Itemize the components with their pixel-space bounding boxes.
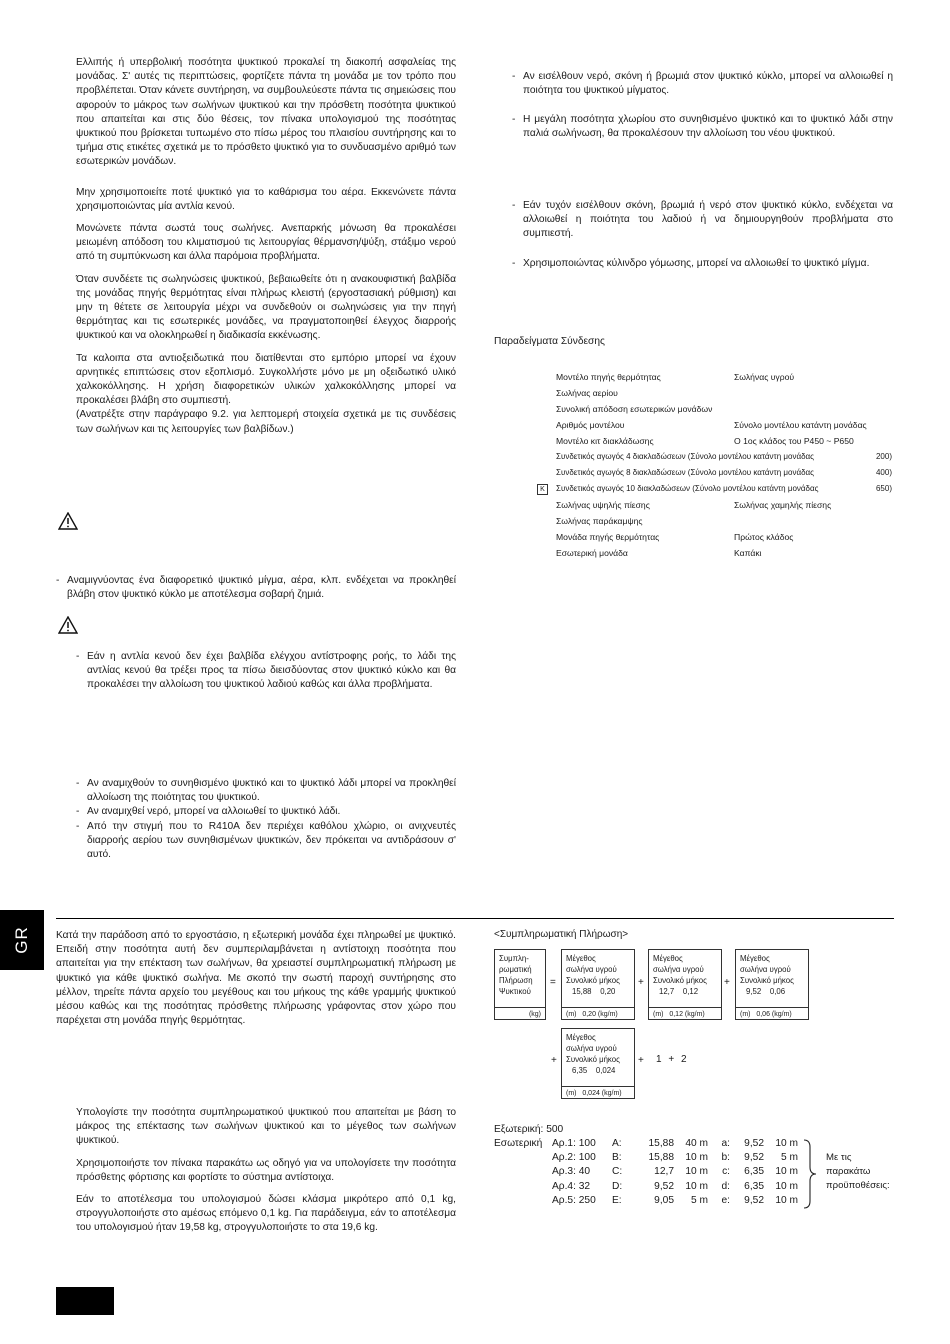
legend-row: Σωλήνας αερίου bbox=[556, 388, 618, 398]
bullet-water: - Αν αναμιχθεί νερό, μπορεί να αλλοιωθεί το ψυκτικό λάδι. bbox=[76, 805, 456, 819]
table-guide-paragraph: Χρησιμοποιήστε τον πίνακα παρακάτω ως οδηγό για να υπολογίσετε την ποσότητα πρόσθετης φόρτισης και φορτίστε το σύστημα αντίστοιχα. bbox=[76, 1157, 456, 1183]
brazing-paragraph: Τα καλοιπα στα αντιοξειδωτικά που διατίθενται στο εμπόριο μπορεί να έχουν αρνητικές επιπτώσεις στον εξοπλισμό. Συγκολλήστε μόνο με μη οξειδωτικό υλικό χαλκοκόλλησης. Η χρήση διαφορετικών υλικών χαλκοκόλλησης μπορεί να προκαλέσει βλάβη στο συμπιεστή. bbox=[76, 352, 456, 407]
rounding-paragraph: Εάν το αποτέλεσμα του υπολογισμού δώσει κλάσμα μικρότερο από 0,1 kg, στρογγυλοποιήστε στο αμέσως επόμενο 0,1 kg. Για παράδειγμα, εάν το αποτέλεσμα του υπολογισμού ήταν 19,58 kg, στρογγυλοποιήστε το στα 19,6 kg. bbox=[76, 1194, 456, 1234]
liquid-pipe-box-9-52: Μέγεθος σωλήνα υγρού Συνολικό μήκος 9,52 0,06 (m) 0,06 (kg/m) bbox=[735, 949, 809, 1020]
legend-row: K Συνδετικός αγωγός 10 διακλαδώσεων (Σύνολο μοντέλου κατάντη μονάδας 650) bbox=[556, 481, 896, 497]
indoor-units-table bbox=[552, 1137, 798, 1208]
insulation-paragraph: Μονώνετε πάντα σωστά τους σωλήνες. Ανεπαρκής μόνωση θα προκαλέσει μειωμένη απόδοση του κλιματισμού τις λειτουργίας θέρμανση/ψύξη, στάξιμο νερού από τη συμπύκνωση και άλλα παρόμοια προβλήματα. bbox=[76, 223, 456, 263]
legend-row: Μοντέλο κιτ διακλάδωσης Ο 1ος κλάδος του P450 ~ P650 bbox=[556, 436, 854, 446]
refrigerant-amount-paragraph: Ελλιπής ή υπερβολική ποσότητα ψυκτικού προκαλεί τη διακοπή ασφαλείας της μονάδας. Σ' αυτές τις περιπτώσεις, φορτίζετε πάντα τη μονάδα με τον τρόπο που προβλέπεται. Όταν κάνετε συντήρηση, να συμβουλεύεστε πάντα τις σημειώσεις που αφορούν το μάκρος των σωλήνων ψυκτικού και την πρόσθετη ποσότητα ψυκτικού που απαιτείται και στις δύο θέσεις, τον πίνακα υπολογισμού της ποσότητας ψυκτικού που βρίσκεται τυπωμένο στο πίσω μέρος του πλαισίου συντήρησης και το τμήμα στις ετικέτες σχετικά με το πρόσθετο ψυκτικό για το συνδυασμένο αριθμό των εσωτερικών μονάδων. bbox=[76, 57, 456, 168]
relief-valve-paragraph: Όταν συνδέετε τις σωληνώσεις ψυκτικού, βεβαιωθείτε ότι η ανακουφιστική βαλβίδα της μονάδας πηγής θερμότητας είναι πλήρως κλειστή (εργοστασιακή ρύθμιση) και μην τη θέτετε σε λειτουργία μέχρι να συνδεθούν οι σωληνώσεις για την πηγή θερμότητας και τις εσωτερικές μονάδες, να πραγματοποιηθεί έλεγχος διαρροής ψυκτικού και να ολοκληρωθεί η διαδικασία εκκένωσης. bbox=[76, 273, 456, 342]
legend-row: Μονάδα πηγής θερμότητας Πρώτος κλάδος bbox=[556, 532, 794, 542]
bullet-mixing: - Αν αναμιχθούν το συνηθισμένο ψυκτικό και το ψυκτικό λάδι μπορεί να προκληθεί αλλοίωση της ποιότητας του ψυκτικού. bbox=[76, 777, 456, 805]
outdoor-unit-value: Εξωτερική: 500 bbox=[494, 1124, 564, 1135]
caution-bullet: - Εάν η αντλία κενού δεν έχει βαλβίδα ελέγχου αντίστροφης ροής, το λάδι της αντλίας κενού θα τρέξει προς τα πίσω διεισδύοντας στον ψυκτικό κύκλο και θα προκαλέσει την αλλοίωση του ψυκτικού λαδιού καθώς και άλλα προβλήματα. bbox=[76, 650, 456, 693]
formula-title: <Συμπληρωματική Πλήρωση> bbox=[494, 929, 629, 940]
liquid-pipe-box-6-35: Μέγεθος σωλήνα υγρού Συνολικό μήκος 6,35 0,024 (m) 0,024 (kg/m) bbox=[561, 1028, 635, 1099]
liquid-pipe-box-12-7: Μέγεθος σωλήνα υγρού Συνολικό μήκος 12,7 0,12 (m) 0,12 (kg/m) bbox=[648, 949, 722, 1020]
legend-row: Συνδετικός αγωγός 4 διακλαδώσεων (Σύνολο μοντέλου κατάντη μονάδας 200) bbox=[556, 452, 892, 461]
left-top-column bbox=[76, 56, 456, 437]
connection-legend bbox=[540, 369, 896, 561]
caution-icon bbox=[58, 616, 78, 639]
bullet-chlorine: - Από την στιγμή που το R410A δεν περιέχει καθόλου χλώριο, οι ανιχνευτές διαρροής αερίου των συνηθισμένων ψυκτικών, δεν πρόκειται να αντιδράσουν σ' αυτό. bbox=[76, 820, 456, 863]
plus-sign: + bbox=[551, 1055, 557, 1066]
right-bullet-1: - Αν εισέλθουν νερό, σκόνη ή βρωμιά στον ψυκτικό κύκλο, μπορεί να αλλοιωθεί η ποιότητα του ψυκτικού μίγματος. bbox=[512, 70, 893, 98]
legend-row: Μοντέλο πηγής θερμότητας Σωλήνας υγρού bbox=[556, 372, 795, 382]
r410a-bullets bbox=[76, 777, 456, 862]
calc-instructions bbox=[76, 1106, 456, 1236]
section-divider bbox=[56, 918, 894, 919]
right-bullet-3: - Εάν τυχόν εισέλθουν σκόνη, βρωμιά ή νερό στον ψυκτικό κύκλο, ενδέχεται να αλλοιωθεί η ποιότητα του λαδιού ή να δημιουργηθούν προβλήματα στο συμπιεστή. bbox=[512, 199, 893, 242]
legend-row: Συνολική απόδοση εσωτερικών μονάδων bbox=[556, 404, 713, 414]
legend-row: Σωλήνας παράκαμψης bbox=[556, 516, 643, 526]
reference-paragraph: (Ανατρέξτε στην παράγραφο 9.2. για λεπτομερή στοιχεία σχετικά με τις συνδέσεις των σωλήνων και τις λειτουργίες των βαλβίδων.) bbox=[76, 409, 456, 435]
indoor-label: Εσωτερική bbox=[494, 1138, 543, 1149]
indoor-row: Αρ.5: 250 E: 9,05 5 m e: 9,52 10 m bbox=[552, 1194, 798, 1206]
equals-sign: = bbox=[550, 977, 556, 988]
indoor-row: Αρ.1: 100 A: 15,88 40 m a: 9,52 10 m bbox=[552, 1138, 798, 1149]
legend-row: Σωλήνας υψηλής πίεσης Σωλήνας χαμηλής πίεσης bbox=[556, 500, 832, 510]
warning-icon bbox=[58, 512, 78, 535]
no-purge-paragraph: Μην χρησιμοποιείτε ποτέ ψυκτικό για το καθάρισμα του αέρα. Εκκενώνετε πάντα χρησιμοποιώντας μία αντλία κενού. bbox=[76, 186, 456, 212]
right-bullet-2: - Η μεγάλη ποσότητα χλωρίου στο συνηθισμένο ψυκτικό και το ψυκτικό λάδι στην παλιά σωλήνωση, θα προκαλέσουν την αλλοίωση του νέου ψυκτικού. bbox=[512, 113, 893, 141]
plus-sign: + bbox=[638, 977, 644, 988]
right-bullet-4: - Χρησιμοποιώντας κύλινδρο γόμωσης, μπορεί να αλλοιωθεί το ψυκτικό μίγμα. bbox=[512, 257, 893, 271]
legend-row: Αριθμός μοντέλου Σύνολο μοντέλου κατάντη μονάδας bbox=[556, 420, 867, 430]
warning-bullet: - Αναμιγνύοντας ένα διαφορετικό ψυκτικό μίγμα, αέρα, κλπ. ενδέχεται να προκληθεί βλάβη στον ψυκτικό κύκλο με αποτέλεσμα σοβαρή ζημιά. bbox=[56, 574, 456, 602]
conditions-note: Με τις παρακάτω προϋποθέσεις: bbox=[826, 1152, 890, 1191]
charge-lhs-box: Συμπλη- ρωματική Πλήρωση Ψυκτικού (kg) bbox=[494, 949, 546, 1020]
page-number-block bbox=[56, 1287, 114, 1315]
circled-terms: 1 + 2 bbox=[656, 1054, 687, 1065]
legend-row: Εσωτερική μονάδα Καπάκι bbox=[556, 548, 762, 558]
plus-sign: + bbox=[638, 1055, 644, 1066]
language-tab: GR bbox=[0, 910, 44, 970]
indoor-row: Αρ.2: 100 B: 15,88 10 m b: 9,52 5 m bbox=[552, 1152, 798, 1164]
legend-row: Συνδετικός αγωγός 8 διακλαδώσεων (Σύνολο μοντέλου κατάντη μονάδας 400) bbox=[556, 468, 892, 477]
k-marker: K bbox=[537, 484, 548, 495]
section-title: Παραδείγματα Σύνδεσης bbox=[494, 336, 605, 347]
plus-sign: + bbox=[724, 977, 730, 988]
curly-brace-icon bbox=[802, 1139, 818, 1214]
indoor-row: Αρ.4: 32 D: 9,52 10 m d: 6,35 10 m bbox=[552, 1180, 798, 1192]
factory-charge-paragraph: Κατά την παράδοση από το εργοστάσιο, η εξωτερική μονάδα έχει πληρωθεί με ψυκτικό. Επειδή στην ποσότητα αυτή δεν συμπεριλαμβάνεται η αντίστοιχη ποσότητα που απαιτείται για την επέκταση των σωλήνων, θα χρειαστεί συμπληρωματική πλήρωση με ψυκτικό για κάθε ψυκτικό σωλήνα. Με σκοπό την σωστή παροχή συντήρησης στο μέλλον, τηρείτε πάντα αρχείο του μεγέθους και του μήκους της κάθε γραμμής ψυκτικού μέσου καθώς και της ποσότητας πρόσθετης πλήρωσης γράφοντας στον χώρο που παρέχεται στη μονάδα πηγής θερμότητας. bbox=[56, 930, 456, 1027]
liquid-pipe-box-15-88: Μέγεθος σωλήνα υγρού Συνολικό μήκος 15,88 0,20 (m) 0,20 (kg/m) bbox=[561, 949, 635, 1020]
indoor-row: Αρ.3: 40 C: 12,7 10 m c: 6,35 10 m bbox=[552, 1166, 798, 1178]
calc-paragraph: Υπολογίστε την ποσότητα συμπληρωματικού ψυκτικού που απαιτείται με βάση το μάκρος της επέκτασης των σωλήνων ψυκτικού και το μέγεθος των σωλήνων ψυκτικού. bbox=[76, 1107, 456, 1147]
